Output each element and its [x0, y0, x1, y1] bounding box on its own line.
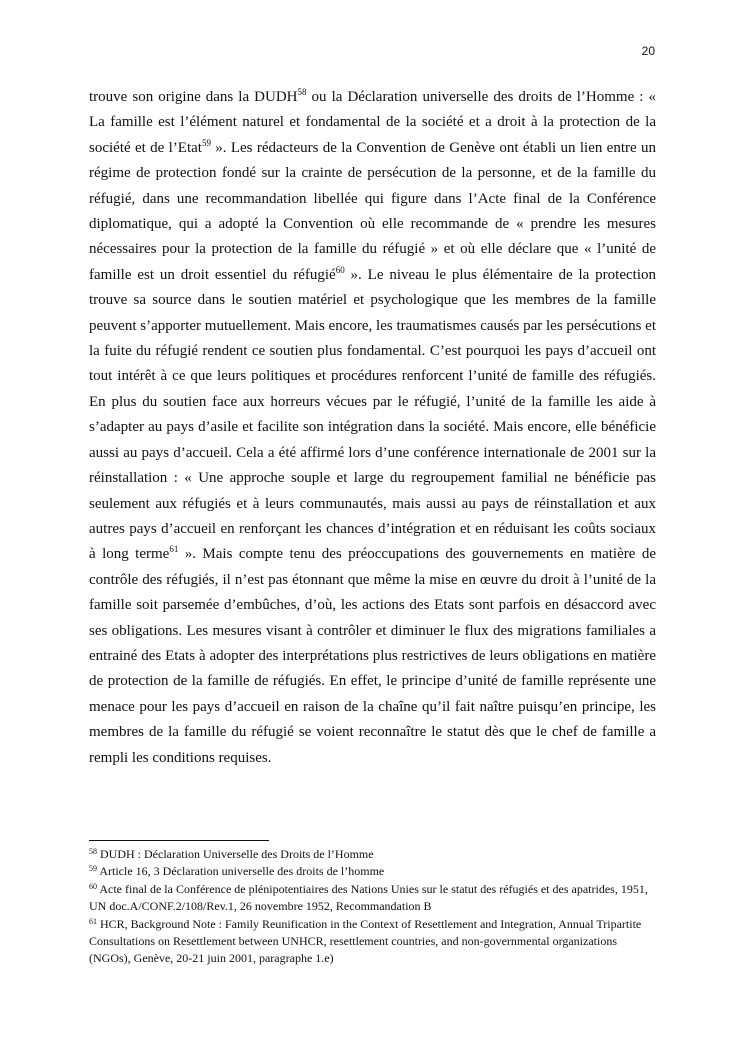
footnote-61	[89, 916, 659, 968]
body-text-segment: ». Les rédacteurs de la Convention de Genève ont établi un lien entre un régime de protection fondé sur la crainte de persécution de la personne, et de la famille du réfugié, dans une recommandation libellée qui figure dans l’Acte final de la Conférence diplomatique, qui a adopté la Convention où elle recommande de « prendre les mesures nécessaires pour la protection de la famille du réfugié » et où elle déclare que « l’unité de famille est un droit essentiel du réfugié	[89, 139, 656, 283]
footnote-text: DUDH : Déclaration Universelle des Droits de l’Homme	[97, 847, 374, 861]
body-text-segment: ». Le niveau le plus élémentaire de la protection trouve sa source dans le soutien matériel et psychologique que les membres de la famille peuvent s’apporter mutuellement. Mais encore, les traumatismes causés par les persécutions et la fuite du réfugié rendent ce soutien plus fondamental. C’est pourquoi les pays d’accueil ont tout intérêt à ce que leurs politiques et procédures renforcent l’unité de famille des réfugiés. En plus du soutien face aux horreurs vécues par le réfugié, l’unité de la famille les aide à s’adapter au pays d’asile et facilite son intégration dans la société. Mais encore, elle bénéficie aussi au pays d’accueil. Cela a été affirmé lors d’une conférence internationale de 2001 sur la réinstallation : « Une approche souple et large du regroupement familial ne bénéficie pas seulement aux réfugiés et à leurs communautés, mais aussi au pays de réinstallation et aux autres pays d’accueil en renforçant les chances d’intégration et en réduisant les coûts sociaux à long terme	[89, 266, 656, 563]
body-text-segment: trouve son origine dans la DUDH	[89, 89, 298, 105]
footnote-text: Article 16, 3 Déclaration universelle des droits de l’homme	[97, 864, 385, 879]
footnote-number: 60	[89, 881, 97, 891]
page-number: 20	[641, 44, 655, 58]
footnote-number: 58	[89, 847, 97, 856]
body-text-segment: ». Mais compte tenu des préoccupations des gouvernements en matière de contrôle des réfugiés, il n’est pas étonnant que même la mise en œuvre du droit à l’unité de la famille soit parsemée d’embûches, d’où, les actions des Etats sont parfois en désaccord avec ses obligations. Les mesures visant à contrôler et diminuer le flux des migrations familiales a entrainé des Etats à adopter des interprétations plus restrictives de leurs obligations en matière de protection de la famille de réfugiés. En effet, le principe d’unité de famille représente une menace pour les pays d’accueil en raison de la chaîne qu’il fait naître puisqu’en principe, les membres de la famille du réfugié se voient reconnaître le statut dès que le chef de famille a rempli les conditions requises.	[89, 546, 656, 766]
footnote-text: HCR, Background Note : Family Reunification in the Context of Resettlement and Integration, Annual Tripartite Consultations on Resettlement between UNHCR, resettlement countries, and non-governmental organizations (NGOs), Genève, 20-21 juin 2001, paragraphe 1.e)	[89, 916, 642, 966]
footnote-ref-58: 58	[297, 87, 307, 97]
footnote-number: 59	[89, 864, 97, 874]
footnote-separator	[89, 840, 269, 841]
body-paragraph	[89, 85, 656, 771]
footnote-ref-60: 60	[335, 264, 345, 275]
body-text-segment: ou la Déclaration universelle des droits de l’Homme : « La famille est l’élément naturel et fondamental de la société et a droit à la protection de la société et de l’Etat	[89, 89, 657, 156]
footnotes	[89, 846, 659, 968]
footnote-text: Acte final de la Conférence de plénipotentiaires des Nations Unies sur le statut des réfugiés et des apatrides, 1951, UN doc.A/CONF.2/108/Rev.1, 26 novembre 1952, Recommandation B	[89, 881, 648, 914]
footnote-60	[89, 881, 659, 916]
footnote-58	[89, 846, 659, 863]
footnote-ref-59: 59	[201, 137, 211, 148]
footnote-ref-61: 61	[169, 544, 179, 555]
footnote-59	[89, 863, 659, 880]
footnote-number: 61	[89, 916, 97, 926]
